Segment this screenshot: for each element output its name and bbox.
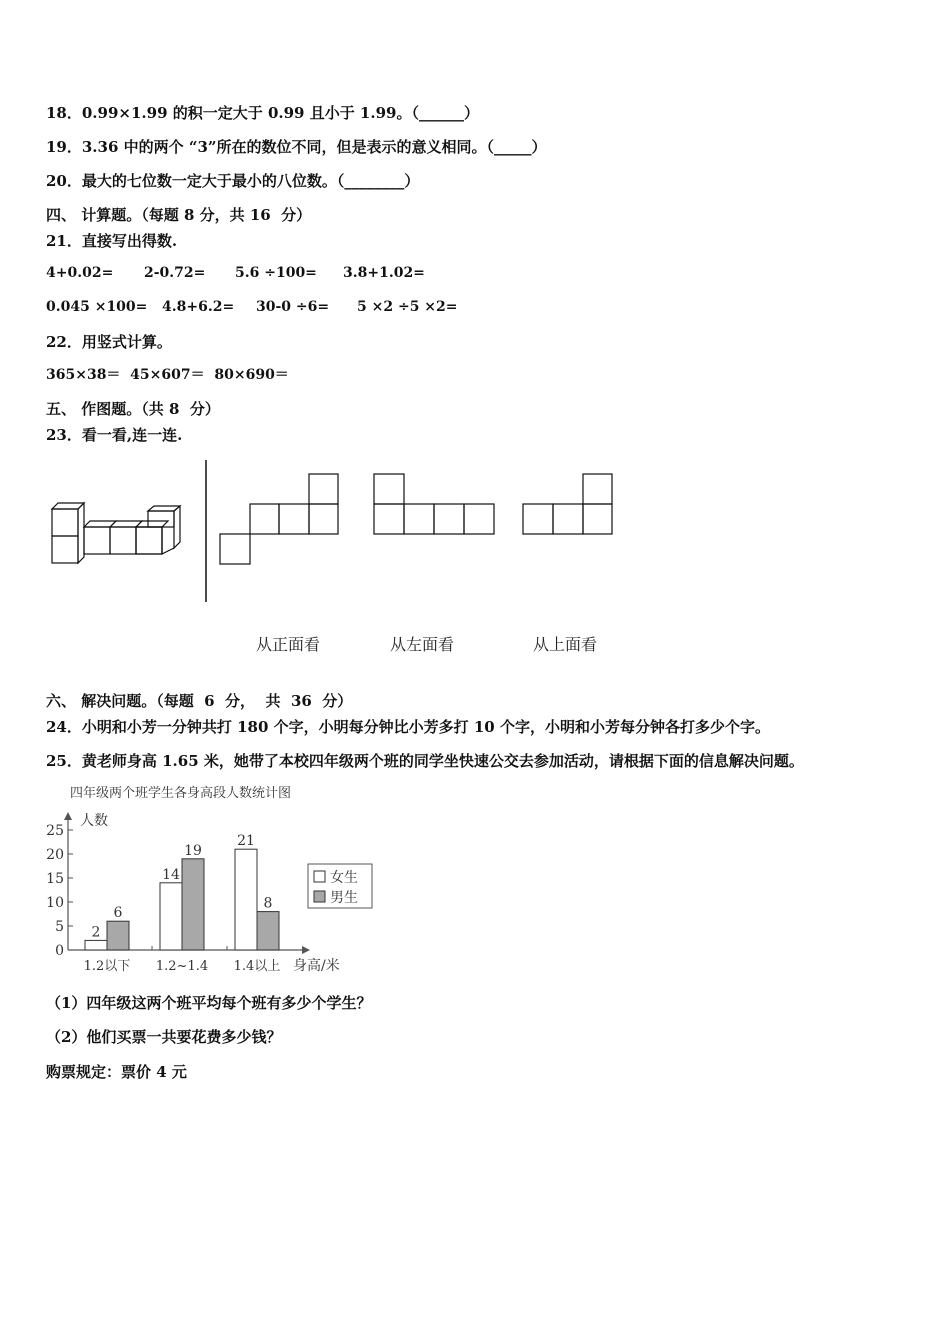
- legend-swatch: [314, 871, 325, 882]
- question-25-part-2: （2）他们买票一共要花费多少钱？: [46, 1028, 282, 1046]
- question-20: 20．最大的七位数一定大于最小的八位数。（________）: [46, 172, 420, 190]
- x-tick-label: 1.2~1.4: [155, 959, 209, 974]
- legend-label: 男生: [330, 890, 358, 906]
- section-6-heading: 六、 解决问题。（每题 6 分， 共 36 分）: [46, 692, 353, 710]
- cube-views-figure: [0, 450, 950, 615]
- section-4-heading: 四、 计算题。（每题 8 分，共 16 分）: [46, 206, 312, 224]
- chart-title: 四年级两个班学生各身高段人数统计图: [70, 786, 292, 801]
- question-24: 24．小明和小芳一分钟共打 180 个字，小明每分钟比小芳多打 10 个字，小明和小芳每分钟各打多少个字。: [46, 718, 770, 736]
- question-19: 19．3.36 中的两个 “3”所在的数位不同，但是表示的意义相同。（_____）: [46, 138, 547, 156]
- calc-item: 0.045 ×100=: [46, 299, 148, 315]
- question-25: 25．黄老师身高 1.65 米，她带了本校四年级两个班的同学坐快速公交去参加活动，请根据下面的信息解决问题。: [46, 752, 804, 770]
- view-shape-3: [523, 474, 612, 534]
- calc-item: 4.8+6.2=: [162, 299, 235, 315]
- bar-boys: [257, 912, 279, 950]
- view-shape-1: [220, 474, 338, 564]
- view-shape-2: [374, 474, 494, 534]
- view-label-front: 从正面看: [256, 635, 321, 654]
- bar-value-label: 6: [113, 905, 123, 922]
- section-5-heading: 五、 作图题。（共 8 分）: [46, 400, 220, 418]
- x-tick-label: 1.2以下: [83, 959, 131, 974]
- bar-value-label: 2: [91, 924, 101, 941]
- y-tick-label: 5: [55, 919, 64, 935]
- legend-label: 女生: [330, 870, 358, 886]
- bar-boys: [182, 859, 204, 950]
- vertical-calc-items: 365×38＝ 45×607＝ 80×690＝: [46, 367, 289, 383]
- cube-stack-drawing: [52, 503, 180, 563]
- y-tick-label: 0: [55, 943, 64, 959]
- bar-value-label: 19: [184, 842, 202, 859]
- calc-item: 5.6 ÷100=: [235, 265, 317, 281]
- height-bar-chart: [40, 778, 380, 978]
- question-18: 18．0.99×1.99 的积一定大于 0.99 且小于 1.99。（______）: [46, 104, 479, 122]
- bar-value-label: 21: [237, 833, 255, 850]
- calc-item: 5 ×2 ÷5 ×2=: [357, 299, 458, 315]
- legend-swatch: [314, 891, 325, 902]
- x-tick-label: 1.4以上: [233, 959, 281, 974]
- bar-girls: [235, 849, 257, 950]
- bar-value-label: 14: [162, 866, 180, 883]
- question-25-part-1: （1）四年级这两个班平均每个班有多少个学生？: [46, 994, 372, 1012]
- question-23: 23．看一看,连一连.: [46, 426, 183, 444]
- y-tick-label: 25: [46, 823, 64, 839]
- y-axis-arrow: [64, 812, 72, 820]
- calc-item: 4+0.02=: [46, 265, 114, 281]
- calc-item: 3.8+1.02=: [343, 265, 425, 281]
- bar-value-label: 8: [263, 895, 273, 912]
- bar-girls: [160, 883, 182, 950]
- question-21: 21．直接写出得数.: [46, 232, 178, 250]
- chart-y-label: 人数: [80, 813, 108, 829]
- bar-girls: [85, 940, 107, 950]
- y-tick-label: 10: [46, 895, 64, 911]
- bar-boys: [107, 921, 129, 950]
- x-axis-arrow: [302, 946, 310, 954]
- calc-item: 30-0 ÷6=: [256, 299, 330, 315]
- chart-x-label: 身高/米: [293, 958, 340, 974]
- calc-item: 2-0.72=: [144, 265, 206, 281]
- view-label-left: 从左面看: [390, 635, 455, 654]
- y-tick-label: 15: [46, 871, 64, 887]
- question-22: 22．用竖式计算。: [46, 333, 172, 351]
- view-label-top: 从上面看: [533, 635, 598, 654]
- ticket-rule: 购票规定：票价 4 元: [46, 1063, 187, 1081]
- y-tick-label: 20: [46, 847, 64, 863]
